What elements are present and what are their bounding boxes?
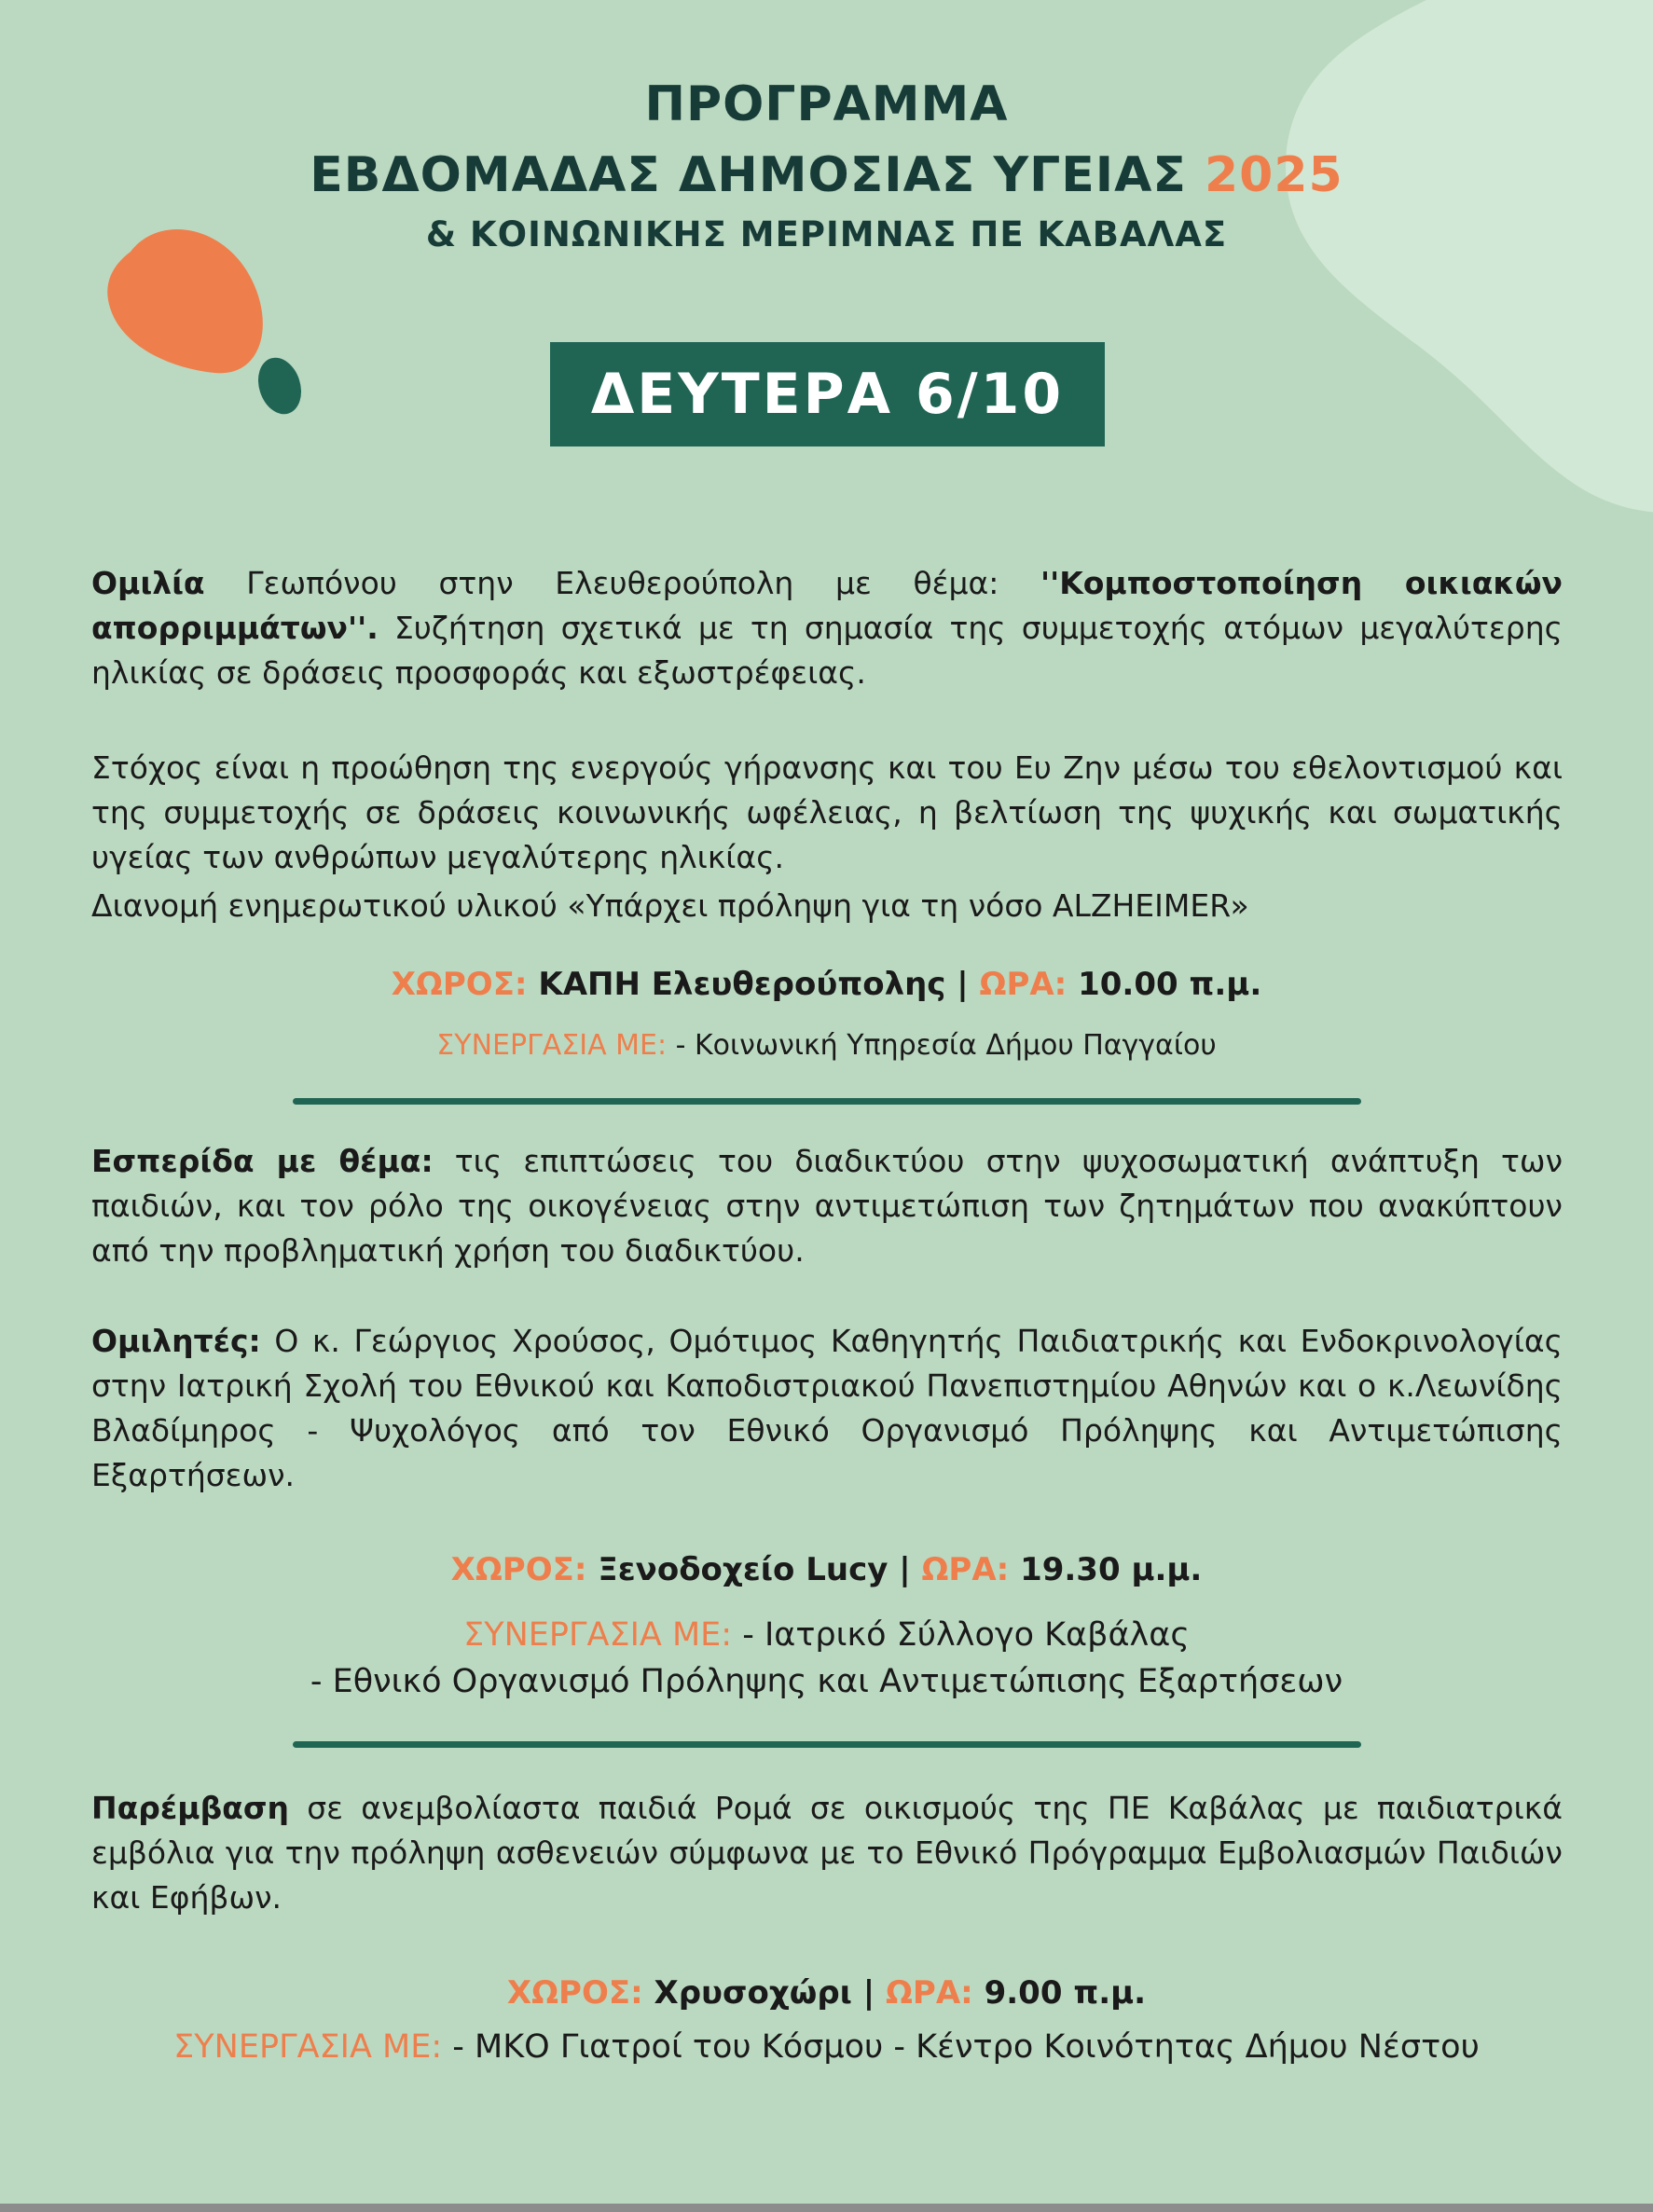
event2-text: τις επιπτώσεις του διαδικτύου στην ψυχοσωματική ανάπτυξη των παιδιών, και τον ρόλο της οικογένειας στην αντιμετώπιση των ζητημάτων που ανακύπτουν από την προβληματική χρήση του διαδικτύου. xyxy=(91,1143,1563,1269)
event3-cooperation xyxy=(0,2023,1653,2071)
event2-speakers xyxy=(91,1319,1563,1498)
event2-partner-1: - Ιατρικό Σύλλογο Καβάλας xyxy=(732,1616,1190,1654)
place-label: ΧΩΡΟΣ: xyxy=(450,1551,587,1588)
event3-type: Παρέμβαση xyxy=(91,1790,290,1826)
page-subtitle: & ΚΟΙΝΩΝΙΚΗΣ ΜΕΡΙΜΝΑΣ ΠΕ ΚΑΒΑΛΑΣ xyxy=(425,214,1228,254)
page-title-line2 xyxy=(0,147,1653,203)
event2-type: Εσπερίδα με θέμα: xyxy=(91,1143,434,1179)
event1-time: 10.00 π.μ. xyxy=(1067,966,1262,1003)
event1-text-2: Συζήτηση σχετικά με τη σημασία της συμμετοχής ατόμων μεγαλύτερης ηλικίας σε δράσεις προσφοράς και εξωστρέφειας. xyxy=(91,610,1563,691)
place-label: ΧΩΡΟΣ: xyxy=(391,966,528,1003)
event2-time: 19.30 μ.μ. xyxy=(1009,1551,1203,1588)
section-divider xyxy=(293,1098,1361,1105)
event2-speakers-label: Ομιλητές: xyxy=(91,1323,261,1359)
page-title-year: 2025 xyxy=(1204,147,1343,203)
place-label: ΧΩΡΟΣ: xyxy=(506,1974,643,2012)
event1-description xyxy=(91,561,1563,695)
event3-text: σε ανεμβολίαστα παιδιά Ρομά σε οικισμούς της ΠΕ Καβάλας με παιδιατρικά εμβόλια για την πρόληψη ασθενειών σύμφωνα με το Εθνικό Πρόγραμμα Εμβολιασμών Παιδιών και Εφήβων. xyxy=(91,1790,1563,1916)
event3-description xyxy=(91,1786,1563,1920)
event1-place-time xyxy=(0,962,1653,1007)
bottom-border xyxy=(0,2204,1653,2212)
time-label: ΩΡΑ: xyxy=(921,1551,1010,1588)
event3-place-time xyxy=(0,1971,1653,2015)
cooperation-label: ΣΥΝΕΡΓΑΣΙΑ ΜΕ: xyxy=(173,2028,443,2066)
day-badge: ΔΕΥΤΕΡΑ 6/10 xyxy=(550,342,1105,447)
event1-distribution: Διανομή ενημερωτικού υλικού «Υπάρχει πρόληψη για τη νόσο ALZHEIMER» xyxy=(91,887,1249,924)
event2-place: Ξενοδοχείο Lucy | xyxy=(586,1551,922,1588)
cooperation-label: ΣΥΝΕΡΓΑΣΙΑ ΜΕ: xyxy=(463,1616,733,1654)
event2-speakers-text: Ο κ. Γεώργιος Χρούσος, Ομότιμος Καθηγητής Παιδιατρικής και Ενδοκρινολογίας στην Ιατρική Σχολή του Εθνικού και Καποδιστριακού Πανεπιστημίου Αθηνών και ο κ.Λεωνίδης Βλαδίμηρος - Ψυχολόγος από τον Εθνικό Οργανισμό Πρόληψης και Αντιμετώπισης Εξαρτήσεων. xyxy=(91,1323,1563,1493)
event3-partner: - ΜΚΟ Γιατροί του Κόσμου - Κέντρο Κοινότητας Δήμου Νέστου xyxy=(442,2028,1480,2066)
event1-text: Γεωπόνου στην Ελευθερούπολη με θέμα: xyxy=(204,565,1040,601)
event2-partner-2: - Εθνικό Οργανισμό Πρόληψης και Αντιμετώπισης Εξαρτήσεων xyxy=(310,1663,1343,1700)
page-title-text: ΕΒΔΟΜΑΔΑΣ ΔΗΜΟΣΙΑΣ ΥΓΕΙΑΣ xyxy=(310,147,1205,203)
event2-description xyxy=(91,1139,1563,1273)
event2-cooperation xyxy=(0,1611,1653,1659)
event3-time: 9.00 π.μ. xyxy=(972,1974,1147,2012)
event2-place-time xyxy=(0,1547,1653,1592)
cooperation-label: ΣΥΝΕΡΓΑΣΙΑ ΜΕ: xyxy=(436,1029,668,1062)
section-divider xyxy=(293,1741,1361,1748)
event3-place: Χρυσοχώρι | xyxy=(642,1974,887,2012)
time-label: ΩΡΑ: xyxy=(979,966,1068,1003)
time-label: ΩΡΑ: xyxy=(886,1974,973,2012)
decorative-blob-green xyxy=(254,354,306,418)
event1-partner: - Κοινωνική Υπηρεσία Δήμου Παγγαίου xyxy=(667,1029,1217,1062)
event1-place: ΚΑΠΗ Ελευθερούπολης | xyxy=(527,966,980,1003)
event1-goal: Στόχος είναι η προώθηση της ενεργούς γήρανσης και του Ευ Ζην μέσω του εθελοντισμού και της συμμετοχής σε δράσεις κοινωνικής ωφέλειας, η βελτίωση της ψυχικής και σωματικής υγείας των ανθρώπων μεγαλύτερης ηλικίας. xyxy=(91,749,1563,875)
event1-topic: ''Κομποστοποίηση οικιακών απορριμμάτων''. xyxy=(91,565,1563,646)
event1-type: Ομιλία xyxy=(91,565,205,601)
event1-cooperation xyxy=(0,1024,1653,1068)
page-title-line1: ΠΡΟΓΡΑΜΜΑ xyxy=(644,76,1009,132)
